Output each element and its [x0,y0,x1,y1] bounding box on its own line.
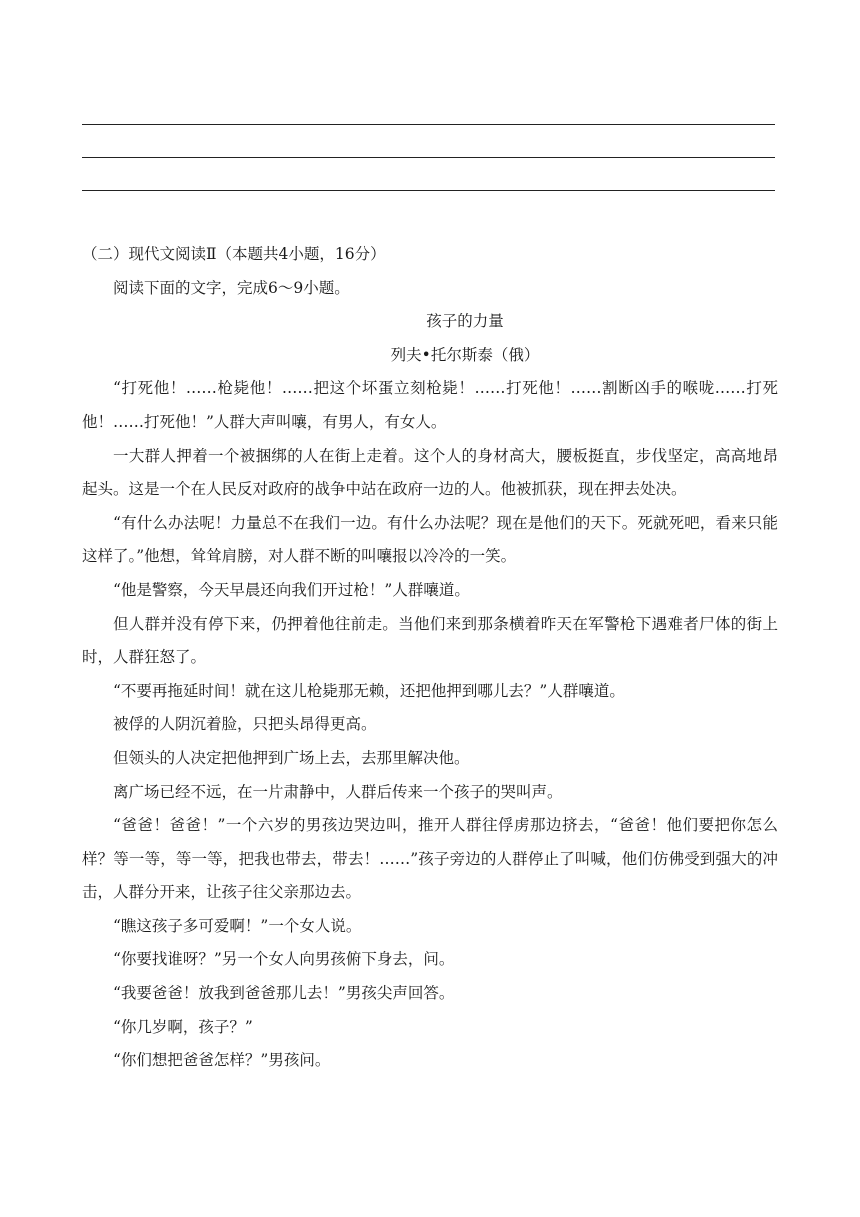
story-paragraph: “爸爸！爸爸！”一个六岁的男孩边哭边叫，推开人群往俘虏那边挤去，“爸爸！他们要把你怎么样？等一等，等一等，把我也带去，带去！……”孩子旁边的人群停止了叫喊，他们仿佛受到强大的冲击，人群分开来，让孩子往父亲那边去。 [82,816,778,902]
section-heading: （二）现代文阅读Ⅱ（本题共4小题，16分） [82,245,386,263]
story-author: 列夫•托尔斯泰（俄） [390,345,540,364]
answer-line [82,124,775,125]
story-paragraph: “你几岁啊，孩子？” [113,1017,253,1036]
story-paragraph: “你们想把爸爸怎样？”男孩问。 [113,1051,331,1070]
story-paragraph: “他是警察，今天早晨还向我们开过枪！”人群嚷道。 [113,580,470,599]
story-paragraph: 但人群并没有停下来，仍押着他往前走。当他们来到那条横着昨天在军警枪下遇难者尸体的街上时，人群狂怒了。 [82,614,778,667]
story-paragraph: 离广场已经不远，在一片肃静中，人群后传来一个孩子的哭叫声。 [113,782,563,801]
story-paragraph: “你要找谁呀？”另一个女人向男孩俯下身去，问。 [113,950,455,969]
story-paragraph: “我要爸爸！放我到爸爸那儿去！”男孩尖声回答。 [113,984,455,1003]
story-paragraph: 一大群人押着一个被捆绑的人在街上走着。这个人的身材高大，腰板挺直，步伐坚定，高高地昂起头。这是一个在人民反对政府的战争中站在政府一边的人。他被抓获，现在押去处决。 [82,446,778,499]
reading-section [82,238,778,1078]
answer-line [82,157,775,158]
story-paragraph: “瞧这孩子多可爱啊！”一个女人说。 [113,916,362,935]
story-paragraph: 但领头的人决定把他押到广场上去，去那里解决他。 [113,748,470,767]
story-paragraph: 被俘的人阴沉着脸，只把头昂得更高。 [113,715,377,734]
answer-line [82,190,775,191]
instruction: 阅读下面的文字，完成6～9小题。 [113,278,350,297]
story-paragraph: “不要再拖延时间！就在这儿枪毙那无赖，还把他押到哪儿去？”人群嚷道。 [113,681,625,700]
story-title: 孩子的力量 [426,312,504,331]
story-paragraph: “有什么办法呢！力量总不在我们一边。有什么办法呢？现在是他们的天下。死就死吧，看来只能这样了。”他想，耸耸肩膀，对人群不断的叫嚷报以冷冷的一笑。 [82,513,778,566]
story-paragraph: “打死他！……枪毙他！……把这个坏蛋立刻枪毙！……打死他！……割断凶手的喉咙……打死他！……打死他！”人群大声叫嚷，有男人，有女人。 [82,379,778,431]
